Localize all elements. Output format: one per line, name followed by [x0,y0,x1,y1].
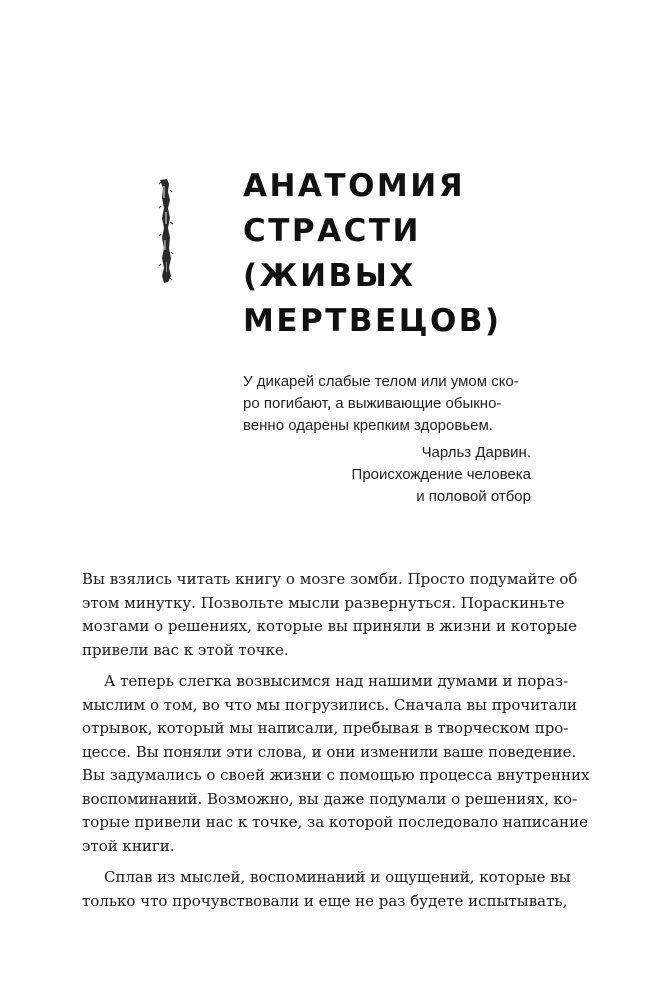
text-line: мыслим о том, во что мы погрузились. Сначала вы прочитали [82,695,578,714]
paragraph [82,866,571,913]
text-line: только что прочувствовали и еще не раз будете испытывать, [82,891,568,910]
chapter-mark-brush-stroke [152,178,182,284]
chapter-title-line: (ЖИВЫХ [243,258,416,294]
epigraph-author: Чарльз Дарвин. [421,444,531,461]
epigraph-attribution [243,442,531,508]
text-line: А теперь слегка возвысимся над нашими думами и пораз- [104,672,569,690]
epigraph-source: и половой отбор [416,488,531,505]
epigraph-source: Происхождение человека [351,466,531,483]
text-line: Сплав из мыслей, воспоминаний и ощущений, которые вы [104,868,571,886]
epigraph-quote-line: венно одарены крепким здоровьем. [243,417,493,434]
text-line: привели вас к этой точке. [82,640,289,659]
text-line: этой книги. [82,836,175,855]
text-line: воспоминаний. Возможно, вы даже подумали о решениях, ко- [82,789,578,808]
epigraph-quote-line: У дикарей слабые телом или умом ско- [243,373,519,390]
chapter-title-line: МЕРТВЕЦОВ) [243,303,502,339]
body-text [82,568,590,921]
text-line: цессе. Вы поняли эти слова, и они изменили ваше поведение. [82,742,577,761]
chapter-title-line: АНАТОМИЯ [243,168,466,204]
chapter-title [243,164,502,344]
text-line: этом минутку. Позвольте мысли развернуться. Пораскиньте [82,593,565,612]
epigraph-quote [243,371,543,437]
text-line: торые привели нас к точке, за которой последовало написание [82,813,589,831]
epigraph [243,371,543,508]
chapter-title-line: СТРАСТИ [243,213,421,249]
paragraph [82,568,578,662]
epigraph-quote-line: ро погибают, а выживающие обыкно- [243,395,502,412]
text-line: Вы задумались о своей жизни с помощью процесса внутренних [82,766,590,784]
text-line: мозгами о решениях, которые вы приняли в жизни и которые [82,617,577,635]
text-line: Вы взялись читать книгу о мозге зомби. Просто подумайте об [82,570,578,588]
paragraph [82,670,590,858]
text-line: отрывок, который мы написали, пребывая в творческом про- [82,719,569,737]
